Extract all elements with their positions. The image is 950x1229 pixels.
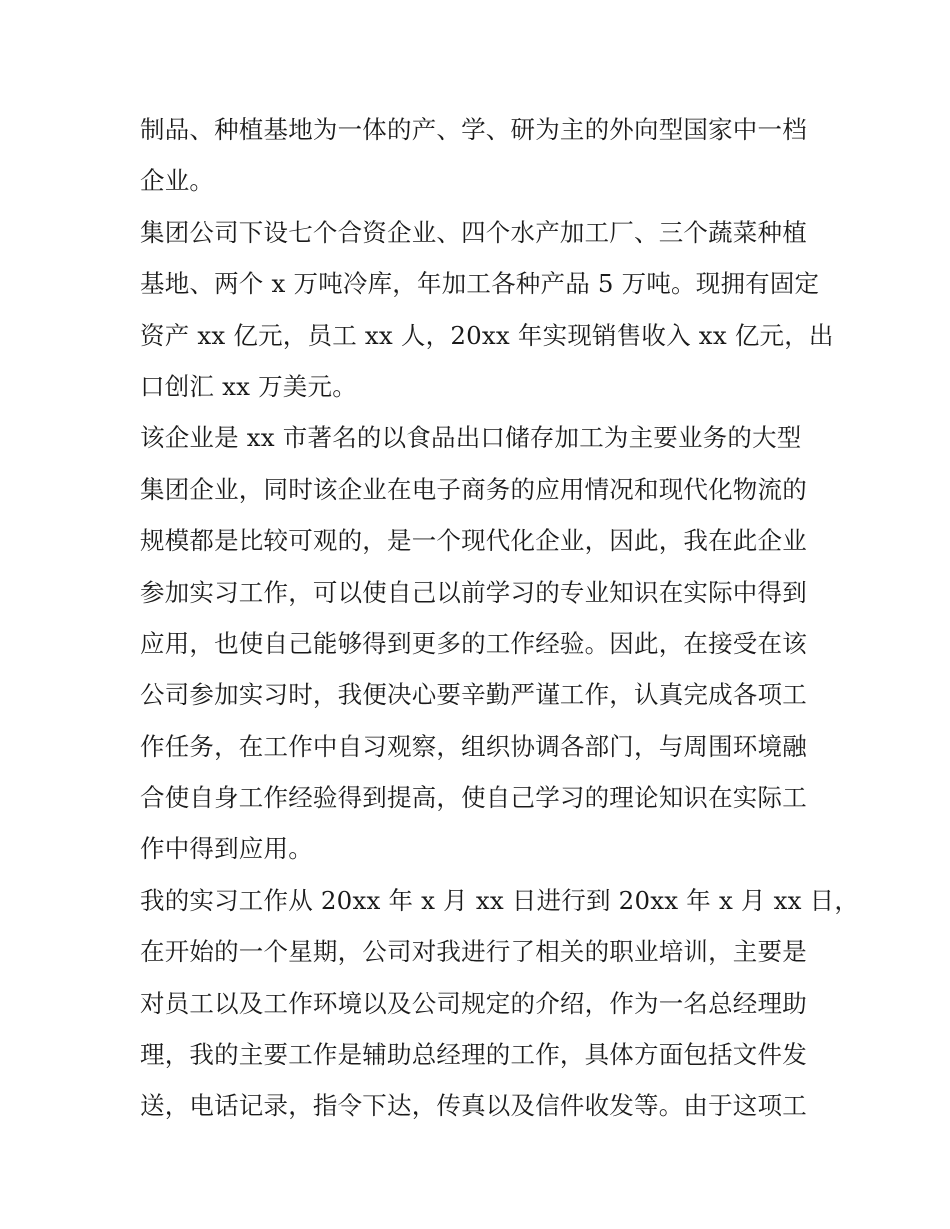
text-line: 集团公司下设七个合资企业、四个水产加工厂、三个蔬菜种植 [140, 217, 807, 247]
text-line: 基地、两个 x 万吨冷库，年加工各种产品 5 万吨。现拥有固定 [140, 269, 820, 299]
text-line: 送，电话记录，指令下达，传真以及信件收发等。由于这项工 [140, 1091, 807, 1121]
text-line: 公司参加实习时，我便决心要辛勤严谨工作，认真完成各项工 [140, 680, 807, 710]
text-line: 口创汇 xx 万美元。 [140, 371, 357, 401]
text-line: 理，我的主要工作是辅助总经理的工作，具体方面包括文件发 [140, 1040, 807, 1070]
text-line: 合使自身工作经验得到提高，使自己学习的理论知识在实际工 [140, 783, 807, 813]
text-line: 集团企业，同时该企业在电子商务的应用情况和现代化物流的 [140, 474, 807, 504]
text-line: 作任务，在工作中自习观察，组织协调各部门，与周围环境融 [140, 731, 807, 761]
text-line: 企业。 [140, 166, 215, 196]
body-text [140, 104, 860, 1132]
text-line: 制品、种植基地为一体的产、学、研为主的外向型国家中一档 [140, 115, 807, 144]
text-line: 我的实习工作从 20xx 年 x 月 xx 日进行到 20xx 年 x 月 xx 日， [140, 885, 860, 915]
text-line: 在开始的一个星期，公司对我进行了相关的职业培训，主要是 [140, 937, 807, 967]
text-line: 对员工以及工作环境以及公司规定的介绍，作为一名总经理助 [140, 988, 807, 1018]
text-line: 参加实习工作，可以使自己以前学习的专业知识在实际中得到 [140, 577, 807, 607]
text-line: 应用，也使自己能够得到更多的工作经验。因此，在接受在该 [140, 628, 807, 658]
text-line: 规模都是比较可观的，是一个现代化企业，因此，我在此企业 [140, 526, 807, 556]
text-line: 资产 xx 亿元，员工 xx 人，20xx 年实现销售收入 xx 亿元，出 [140, 320, 834, 350]
text-line: 作中得到应用。 [140, 834, 313, 864]
text-line: 该企业是 xx 市著名的以食品出口储存加工为主要业务的大型 [140, 423, 802, 453]
